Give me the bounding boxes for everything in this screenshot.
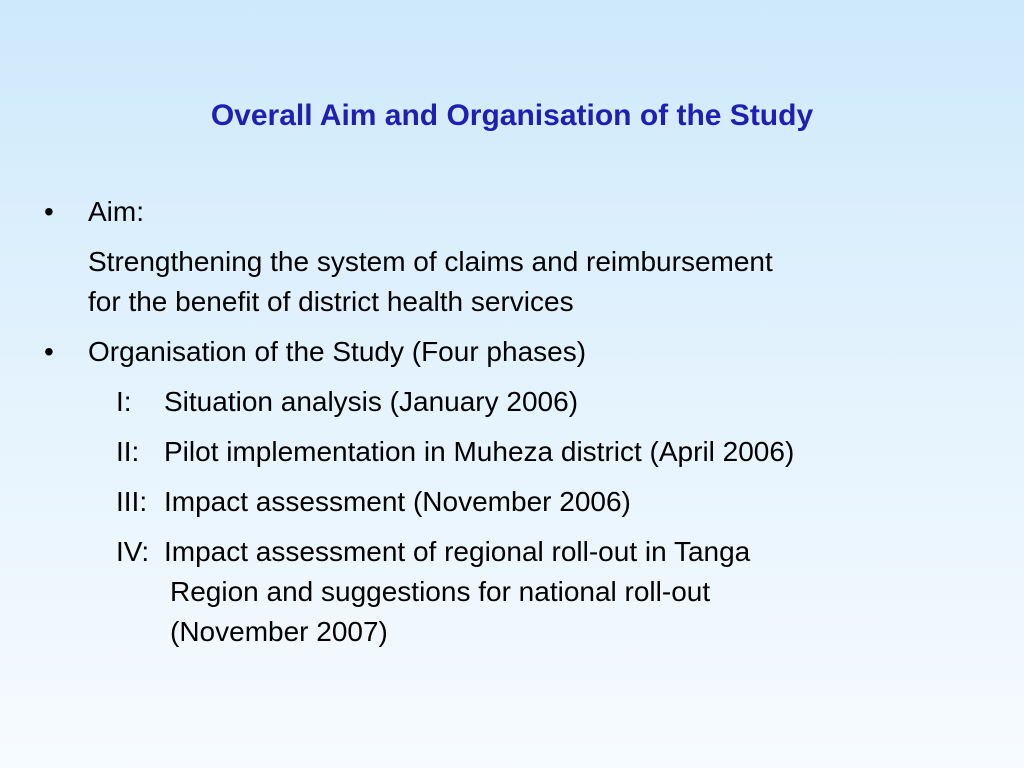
- bullet-dot: •: [44, 196, 54, 227]
- aim-detail: [44, 242, 984, 322]
- phase-number: I:: [116, 386, 132, 417]
- aim-detail-line: for the benefit of district health services: [88, 286, 574, 317]
- bullet-organisation: [44, 332, 984, 372]
- phase-text: Pilot implementation in Muheza district (April 2006): [164, 436, 795, 467]
- phase-item: [116, 432, 984, 472]
- phase-item: [116, 482, 984, 522]
- phase-item: [116, 532, 984, 652]
- bullet-dot: •: [44, 336, 54, 367]
- phase-text-line: Region and suggestions for national roll-out: [170, 576, 711, 607]
- phase-item: [116, 382, 984, 422]
- slide-body: [44, 192, 984, 662]
- phase-number: II:: [116, 436, 140, 467]
- phase-text-line: Impact assessment of regional roll-out in Tanga: [164, 536, 751, 567]
- phase-text: [164, 532, 984, 652]
- phase-text-line: (November 2007): [170, 616, 388, 647]
- phase-text: Situation analysis (January 2006): [164, 386, 579, 417]
- slide-title: Overall Aim and Organisation of the Study: [210, 99, 814, 132]
- bullet-organisation-label: Organisation of the Study (Four phases): [88, 336, 587, 367]
- phase-list: [44, 382, 984, 652]
- phase-number: III:: [116, 486, 148, 517]
- aim-detail-line: Strengthening the system of claims and reimbursement: [88, 246, 773, 277]
- phase-number: IV:: [116, 536, 150, 567]
- bullet-aim: [44, 192, 984, 232]
- phase-text: Impact assessment (November 2006): [164, 486, 631, 517]
- bullet-aim-label: Aim:: [88, 196, 144, 227]
